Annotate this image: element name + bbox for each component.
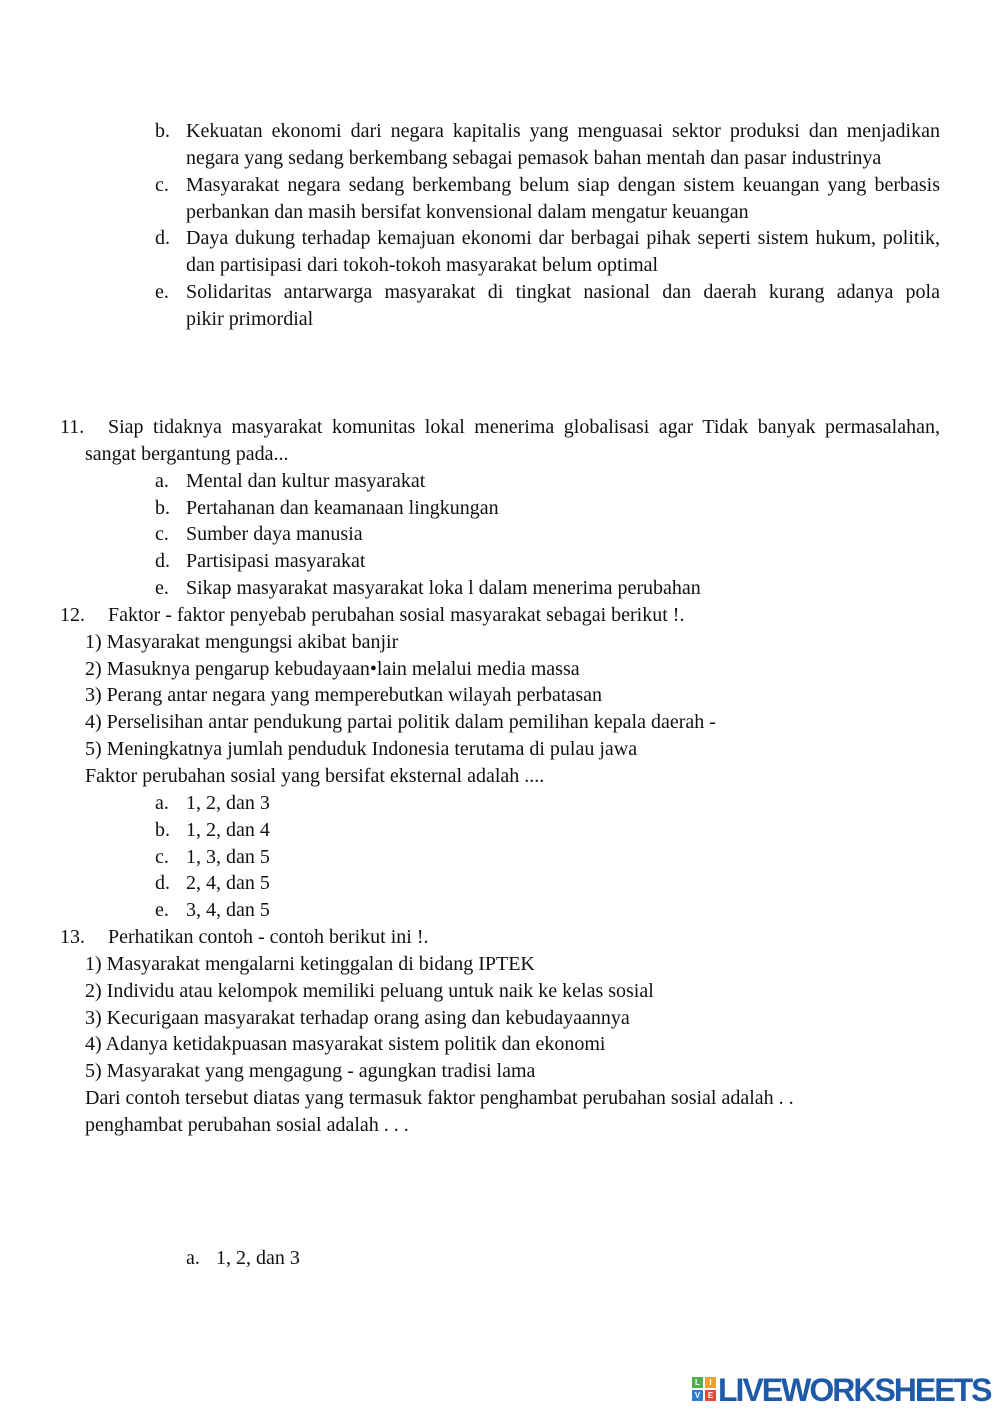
q11-option-a: [0, 468, 940, 495]
question-number: 13.: [60, 926, 85, 949]
statement: 2) Individu atau kelompok memiliki peluang untuk naik ke kelas sosial: [85, 979, 654, 1002]
option-c: [0, 172, 940, 226]
option-text-line: Daya dukung terhadap kemajuan ekonomi dar berbagai pihak seperti sistem hukum, politik,: [186, 227, 940, 250]
q11-option-d: [0, 548, 940, 575]
q12-option-c: [0, 844, 940, 871]
option-text: Partisipasi masyarakat: [186, 550, 366, 573]
option-text-line: perbankan dan masih bersifat konvensional dalam mengatur keuangan: [186, 200, 749, 223]
questions-block: [0, 414, 1000, 1139]
q13-options: [0, 1245, 1000, 1272]
option-letter: e.: [155, 281, 169, 304]
statement: 1) Masyarakat mengungsi akibat banjir: [85, 630, 399, 653]
option-letter: a.: [155, 791, 169, 814]
statement: 4) Perselisihan antar pendukung partai politik dalam pemilihan kepala daerah -: [85, 711, 716, 734]
option-letter: c.: [155, 173, 169, 196]
question-12: [0, 602, 940, 629]
question-text: Perhatikan contoh - contoh berikut ini !.: [108, 926, 429, 949]
statement: 3) Perang antar negara yang memperebutkan wilayah perbatasan: [85, 684, 602, 707]
q11-option-b: [0, 495, 940, 522]
option-text: 1, 2, dan 4: [186, 818, 270, 841]
q12-option-b: [0, 817, 940, 844]
option-text-line: dan partisipasi dari tokoh-tokoh masyarakat belum optimal: [186, 254, 659, 277]
option-text-line: Masyarakat negara sedang berkembang belum siap dengan sistem keuangan yang berbasis: [186, 173, 940, 196]
question-number: 11.: [60, 416, 85, 438]
option-text: Mental dan kultur masyarakat: [186, 469, 426, 492]
option-text: Sumber daya manusia: [186, 523, 363, 546]
question-prompt: Faktor perubahan sosial yang bersifat eksternal adalah ....: [85, 764, 545, 787]
continued-options: [0, 118, 1000, 333]
brand-wordmark: LIVEWORKSHEETS: [718, 1372, 991, 1408]
q12-option-e: [0, 897, 940, 924]
question-prompt: Dari contoh tersebut diatas yang termasuk faktor penghambat perubahan sosial adalah . .: [85, 1087, 794, 1110]
statement: 1) Masyarakat mengalarni ketinggalan di bidang IPTEK: [85, 952, 535, 975]
option-letter: a.: [186, 1247, 200, 1269]
q11-option-c: [0, 521, 940, 548]
q12-option-a: [0, 790, 940, 817]
question-text: Faktor - faktor penyebab perubahan sosial masyarakat sebagai berikut !.: [108, 603, 685, 626]
option-e: [0, 279, 940, 333]
option-letter: b.: [155, 496, 170, 519]
option-text-line: negara yang sedang berkembang sebagai pemasok bahan mentah dan pasar industrinya: [186, 146, 882, 169]
option-letter: d.: [155, 872, 170, 895]
option-text-line: pikir primordial: [186, 307, 314, 330]
option-text: 1, 2, dan 3: [216, 1247, 300, 1269]
badge-letter: I: [705, 1377, 716, 1388]
q13-option-a: [0, 1245, 940, 1272]
statement: 2) Masuknya pengarup kebudayaan•lain melalui media massa: [85, 657, 580, 680]
option-text-line: Kekuatan ekonomi dari negara kapitalis yang menguasai sektor produksi dan menjadikan: [186, 120, 940, 142]
statement: 5) Masyarakat yang mengagung - agungkan tradisi lama: [85, 1060, 536, 1083]
option-letter: a.: [155, 469, 169, 492]
badge-letter: V: [692, 1390, 703, 1401]
question-prompt: penghambat perubahan sosial adalah . . .: [85, 1113, 409, 1136]
option-text: 1, 2, dan 3: [186, 791, 270, 814]
option-letter: b.: [155, 120, 170, 142]
statement: 3) Kecurigaan masyarakat terhadap orang asing dan kebudayaannya: [85, 1006, 630, 1029]
question-13: [0, 924, 940, 951]
option-d: [0, 225, 940, 279]
liveworksheets-logo: [692, 1374, 990, 1406]
badge-letter: E: [705, 1390, 716, 1401]
option-letter: d.: [155, 550, 170, 573]
q12-option-d: [0, 870, 940, 897]
option-text: 2, 4, dan 5: [186, 872, 270, 895]
q11-option-e: [0, 575, 940, 602]
live-badge-icon: [692, 1377, 716, 1401]
statement: 5) Meningkatnya jumlah penduduk Indonesia terutama di pulau jawa: [85, 738, 638, 761]
option-text: 3, 4, dan 5: [186, 899, 270, 922]
question-text-line: sangat bergantung pada...: [85, 442, 289, 465]
option-b: [0, 118, 940, 172]
option-letter: e.: [155, 577, 169, 600]
statement: 4) Adanya ketidakpuasan masyarakat sistem politik dan ekonomi: [85, 1033, 606, 1056]
question-11: [0, 414, 940, 468]
question-number: 12.: [60, 603, 85, 626]
option-text: Sikap masyarakat masyarakat loka l dalam menerima perubahan: [186, 577, 701, 600]
option-letter: b.: [155, 818, 170, 841]
option-letter: c.: [155, 523, 169, 546]
badge-letter: L: [692, 1377, 703, 1388]
question-text-line: Siap tidaknya masyarakat komunitas lokal menerima globalisasi agar Tidak banyak permasalahan,: [108, 416, 940, 438]
option-text: 1, 3, dan 5: [186, 845, 270, 868]
option-letter: c.: [155, 845, 169, 868]
option-letter: d.: [155, 227, 170, 250]
option-letter: e.: [155, 899, 169, 922]
option-text: Pertahanan dan keamanaan lingkungan: [186, 496, 499, 519]
option-text-line: Solidaritas antarwarga masyarakat di tingkat nasional dan daerah kurang adanya pola: [186, 281, 940, 304]
